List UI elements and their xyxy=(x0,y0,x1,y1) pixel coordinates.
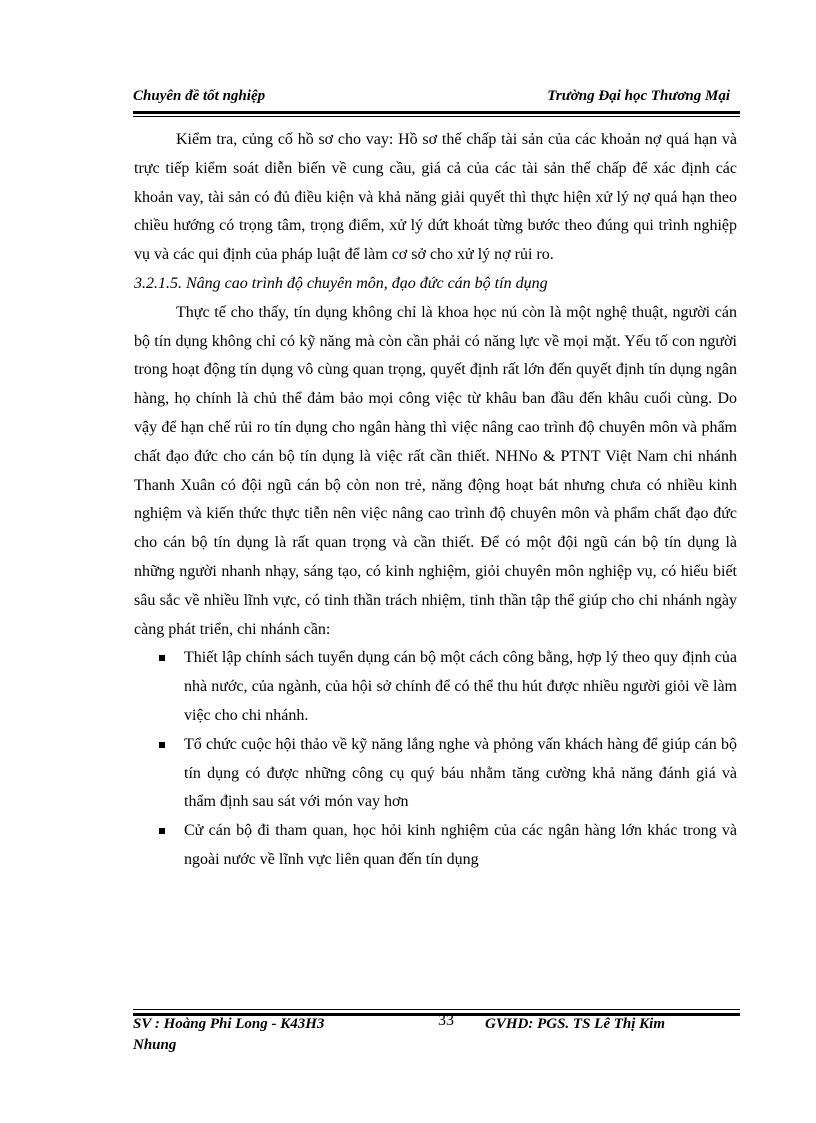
paragraph-credit-staff: Thực tế cho thấy, tín dụng không chỉ là khoa học nú còn là một nghệ thuật, người cán bộ tín dụng không chỉ có kỹ năng mà còn cần phải có năng lực về mọi mặt. Yếu tố con người trong hoạt động tín dụng vô cùng quan trọng, quyết định rất lớn đến quyết định tín dụng ngân hàng, họ chính là chủ thể đảm bảo mọi công việc từ khâu ban đầu đến khâu cuối cùng. Do vậy để hạn chế rủi ro tín dụng cho ngân hàng thì việc nâng cao trình độ chuyên môn và phẩm chất đạo đức cho cán bộ tín dụng là việc rất cần thiết. NHNo & PTNT Việt Nam chi nhánh Thanh Xuân có đội ngũ cán bộ còn non trẻ, năng động hoạt bát nhưng chưa có nhiều kinh nghiệm và kiến thức thực tiễn nên việc nâng cao trình độ chuyên môn và phẩm chất đạo đức cho cán bộ tín dụng là rất quan trọng và cần thiết. Để có một đội ngũ cán bộ tín dụng là những người nhanh nhạy, sáng tạo, có kinh nghiệm, giỏi chuyên môn nghiệp vụ, có hiểu biết sâu sắc về nhiều lĩnh vực, có tinh thần trách nhiệm, tinh thần tập thể giúp cho chi nhánh ngày càng phát triển, chi nhánh cần: xyxy=(134,303,737,638)
list-item-text: Tổ chức cuộc hội thảo về kỹ năng lắng nghe và phỏng vấn khách hàng để giúp cán bộ tín dụng có được những công cụ quý báu nhằm tăng cường khả năng đánh giá và thẩm định sau sát với món vay hơn xyxy=(184,735,737,811)
footer-advisor: GVHD: PGS. TS Lê Thị Kim xyxy=(485,1016,666,1032)
page-footer xyxy=(133,1014,740,1064)
footer-rule-thin xyxy=(133,1009,740,1010)
footer-student: SV : Hoàng Phi Long - K43H3 xyxy=(133,1016,325,1032)
header-rule-thin xyxy=(133,116,740,117)
document-body xyxy=(134,126,737,875)
header-title-right: Trường Đại học Thương Mại xyxy=(547,88,730,104)
footer-advisor-tail: Nhung xyxy=(133,1037,177,1053)
list-item-text: Cử cán bộ đi tham quan, học hỏi kinh nghiệm của các ngân hàng lớn khác trong và ngoài nước về lĩnh vực liên quan đến tín dụng xyxy=(184,822,737,868)
list-item xyxy=(134,731,737,817)
square-bullet-icon xyxy=(159,742,165,748)
page-number: 33 xyxy=(438,1012,454,1029)
header-title-left: Chuyên đề tốt nghiệp xyxy=(133,88,266,104)
list-item xyxy=(134,817,737,875)
square-bullet-icon xyxy=(159,655,165,661)
header-rule-thick xyxy=(133,111,740,114)
list-item-text: Thiết lập chính sách tuyển dụng cán bộ một cách công bằng, hợp lý theo quy định của nhà nước, của ngành, của hội sở chính để có thể thu hút được nhiều người giỏi về làm việc cho chi nhánh. xyxy=(184,649,737,724)
paragraph-loan-file-review: Kiểm tra, củng cố hồ sơ cho vay: Hồ sơ thế chấp tài sản của các khoản nợ quá hạn và trực tiếp kiểm soát diễn biến về cung cầu, giá cả của các tài sản thế chấp để xác định các khoản vay, tài sản có đủ điều kiện và khả năng giải quyết thì thực hiện xử lý nợ quá hạn theo chiều hướng có trọng tâm, trọng điểm, xử lý dứt khoát từng bước theo đúng qui trình nghiệp vụ và các qui định của pháp luật để làm cơ sở cho xử lý nợ rủi ro. xyxy=(134,131,737,264)
bullet-list xyxy=(134,644,737,874)
page-header xyxy=(133,88,740,112)
section-heading: 3.2.1.5. Nâng cao trình độ chuyên môn, đạo đức cán bộ tín dụng xyxy=(134,274,548,292)
square-bullet-icon xyxy=(159,828,165,834)
list-item xyxy=(134,644,737,730)
